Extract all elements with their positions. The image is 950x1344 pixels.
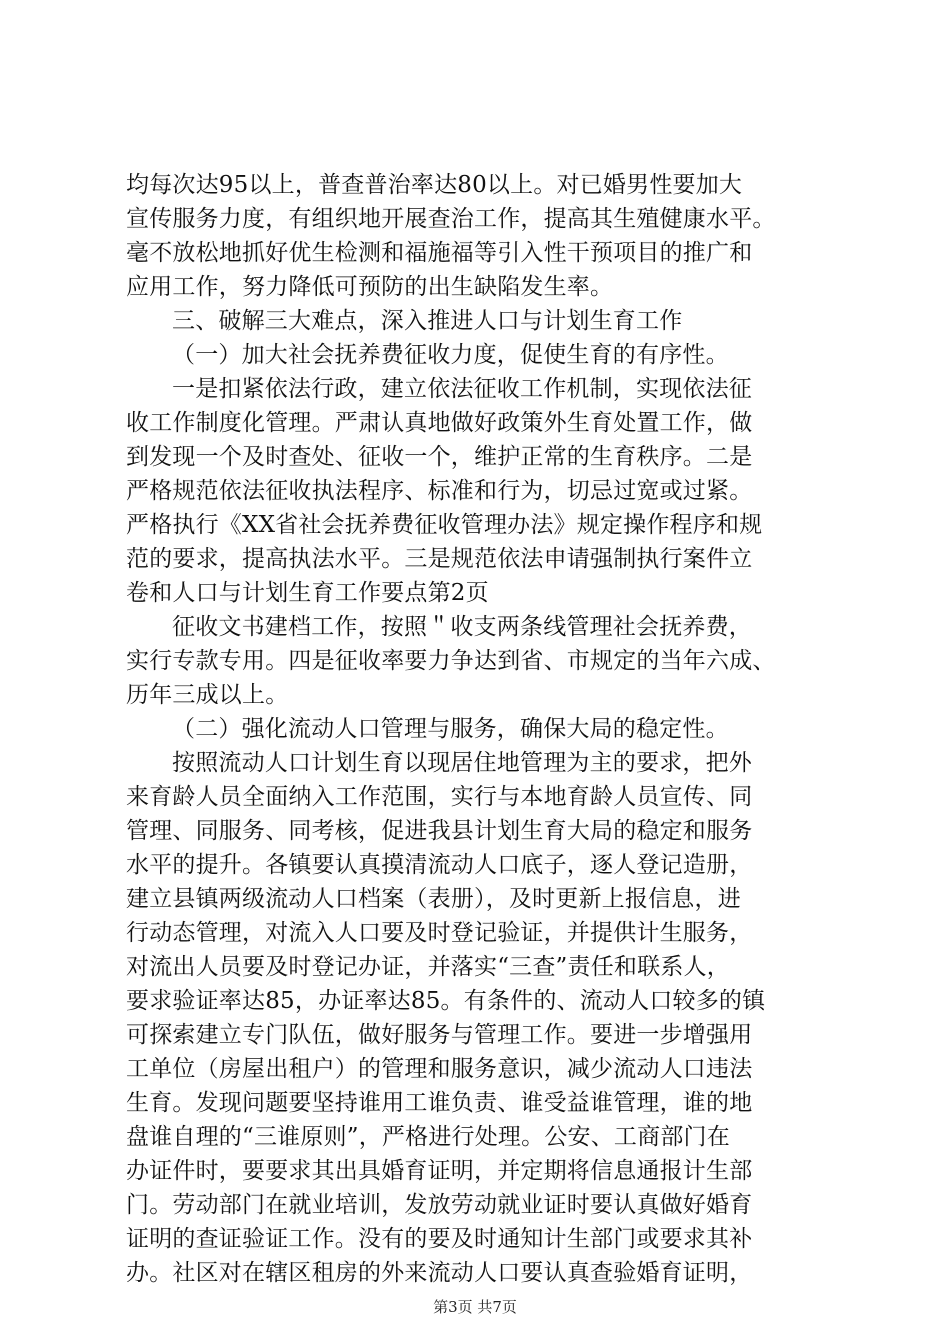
- text-line: 严格规范依法征收执法程序、标准和行为，切忌过宽或过紧。: [126, 478, 753, 504]
- text-line: 办。社区对在辖区租房的外来流动人口要认真查验婚育证明，: [126, 1260, 753, 1286]
- text-line: 办证件时，要要求其出具婚育证明，并定期将信息通报计生部: [126, 1158, 753, 1184]
- text-line: 均每次达95以上，普查普治率达80以上。对已婚男性要加大: [126, 172, 743, 198]
- text-line: 一是扣紧依法行政，建立依法征收工作机制，实现依法征: [172, 376, 752, 402]
- text-line: 历年三成以上。: [126, 682, 289, 708]
- text-line: 生育。发现问题要坚持谁用工谁负责、谁受益谁管理，谁的地: [126, 1090, 753, 1116]
- text-line: 收工作制度化管理。严肃认真地做好政策外生育处置工作，做: [126, 410, 753, 436]
- text-line: 征收文书建档工作，按照＂收支两条线管理社会抚养费，: [172, 614, 752, 640]
- text-line: 按照流动人口计划生育以现居住地管理为主的要求，把外: [172, 750, 752, 776]
- text-line: 要求验证率达85，办证率达85。有条件的、流动人口较多的镇: [126, 988, 766, 1014]
- subsection-heading: （一）加大社会抚养费征收力度，促使生育的有序性。: [172, 342, 729, 368]
- text-line: 严格执行《XX省社会抚养费征收管理办法》规定操作程序和规: [126, 512, 763, 538]
- text-line: 可探索建立专门队伍，做好服务与管理工作。要进一步增强用: [126, 1022, 753, 1048]
- text-line: 管理、同服务、同考核，促进我县计划生育大局的稳定和服务: [126, 818, 753, 844]
- section-heading: 三、破解三大难点，深入推进人口与计划生育工作: [172, 308, 683, 334]
- document-body: [126, 168, 846, 1290]
- subsection-heading: （二）强化流动人口管理与服务，确保大局的稳定性。: [172, 716, 729, 742]
- text-line: 工单位（房屋出租户）的管理和服务意识，减少流动人口违法: [126, 1056, 753, 1082]
- text-line: 来育龄人员全面纳入工作范围，实行与本地育龄人员宣传、同: [126, 784, 753, 810]
- text-line: 证明的查证验证工作。没有的要及时通知计生部门或要求其补: [126, 1226, 753, 1252]
- page-footer: 第3页 共7页: [433, 1298, 517, 1316]
- text-line: 范的要求，提高执法水平。三是规范依法申请强制执行案件立: [126, 546, 753, 572]
- text-line: 门。劳动部门在就业培训，发放劳动就业证时要认真做好婚育: [126, 1192, 753, 1218]
- text-line: 卷和人口与计划生育工作要点第2页: [126, 580, 489, 606]
- text-line: 水平的提升。各镇要认真摸清流动人口底子，逐人登记造册，: [126, 852, 753, 878]
- text-line: 盘谁自理的“三谁原则”，严格进行处理。公安、工商部门在: [126, 1124, 730, 1150]
- text-line: 宣传服务力度，有组织地开展查治工作，提高其生殖健康水平。: [126, 206, 776, 232]
- text-line: 到发现一个及时查处、征收一个，维护正常的生育秩序。二是: [126, 444, 753, 470]
- text-line: 对流出人员要及时登记办证，并落实“三查”责任和联系人，: [126, 954, 730, 980]
- text-line: 行动态管理，对流入人口要及时登记验证，并提供计生服务，: [126, 920, 753, 946]
- text-line: 应用工作，努力降低可预防的出生缺陷发生率。: [126, 274, 614, 300]
- text-line: 毫不放松地抓好优生检测和福施福等引入性干预项目的推广和: [126, 240, 753, 266]
- text-line: 建立县镇两级流动人口档案（表册），及时更新上报信息，进: [126, 886, 741, 912]
- text-line: 实行专款专用。四是征收率要力争达到省、市规定的当年六成、: [126, 648, 776, 674]
